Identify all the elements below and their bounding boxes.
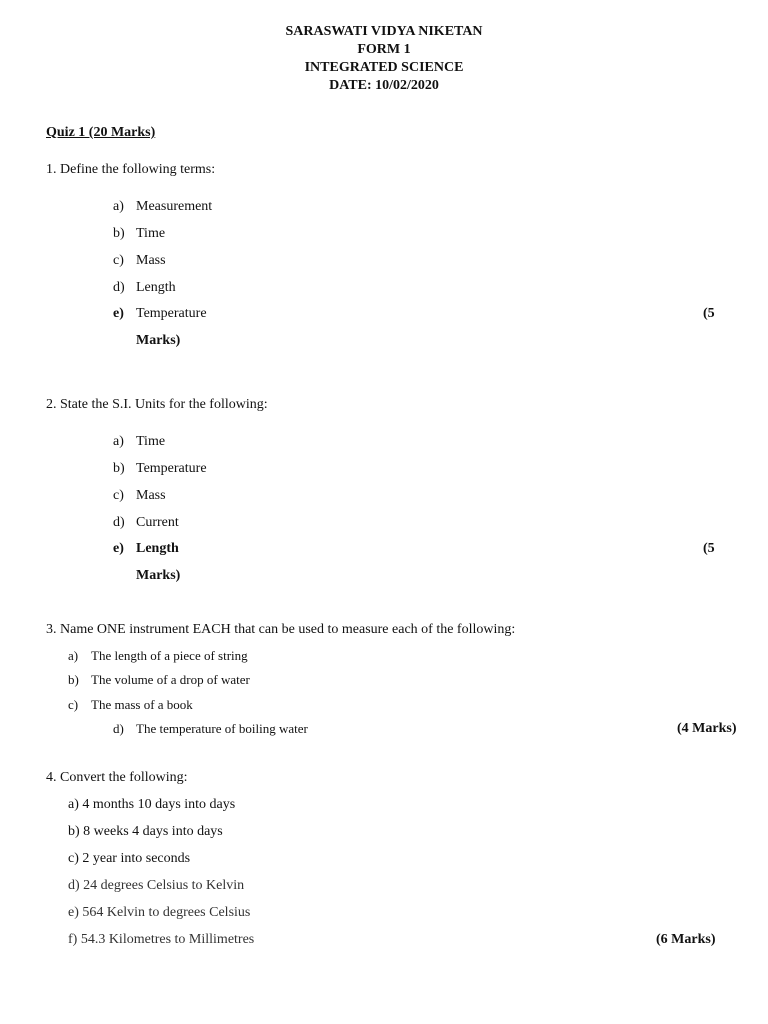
list-item: Mass	[136, 488, 166, 503]
marks-label: (5	[703, 541, 715, 556]
list-item-letter: a)	[113, 199, 124, 214]
list-item-letter: e)	[113, 541, 124, 556]
list-item: d) 24 degrees Celsius to Kelvin	[68, 878, 245, 893]
marks-label: (4 Marks)	[677, 721, 737, 736]
list-item-letter: b)	[113, 226, 125, 241]
form-label: FORM 1	[357, 42, 411, 57]
list-item: The volume of a drop of water	[91, 672, 250, 687]
list-item-letter: d)	[113, 515, 125, 530]
list-item-letter: c)	[113, 253, 124, 268]
list-item-letter: c)	[68, 697, 79, 712]
list-item: Length	[136, 280, 176, 295]
list-item: a) 4 months 10 days into days	[68, 797, 236, 812]
list-item: c) 2 year into seconds	[68, 851, 191, 866]
list-item-letter: b)	[68, 672, 79, 687]
list-item: The length of a piece of string	[91, 648, 248, 663]
question-2-prompt: 2. State the S.I. Units for the following:	[46, 397, 268, 412]
list-item: Time	[136, 434, 166, 449]
list-item: Current	[136, 515, 179, 530]
list-item: f) 54.3 Kilometres to Millimetres	[68, 932, 255, 947]
quiz-title: Quiz 1 (20 Marks)	[46, 125, 156, 140]
list-item-letter: d)	[113, 280, 125, 295]
list-item: The mass of a book	[91, 697, 193, 712]
list-item: b) 8 weeks 4 days into days	[68, 824, 223, 839]
list-item-letter: c)	[113, 488, 124, 503]
question-3-prompt: 3. Name ONE instrument EACH that can be used to measure each of the following:	[46, 622, 516, 637]
marks-label: (5	[703, 306, 715, 321]
list-item: e) 564 Kelvin to degrees Celsius	[68, 905, 251, 920]
list-item: The temperature of boiling water	[136, 721, 308, 736]
list-item-letter: b)	[113, 461, 125, 476]
subject-label: INTEGRATED SCIENCE	[304, 60, 464, 75]
marks-label: Marks)	[136, 568, 181, 583]
list-item-letter: d)	[113, 721, 124, 736]
list-item: Time	[136, 226, 166, 241]
list-item-letter: e)	[113, 306, 124, 321]
question-1-prompt: 1. Define the following terms:	[46, 162, 216, 177]
list-item: Temperature	[136, 461, 207, 476]
question-4-prompt: 4. Convert the following:	[46, 770, 188, 785]
list-item-letter: a)	[68, 648, 79, 663]
marks-label: (6 Marks)	[656, 932, 716, 947]
list-item: Length	[136, 541, 179, 556]
list-item-letter: a)	[113, 434, 124, 449]
date-label: DATE: 10/02/2020	[329, 78, 439, 93]
marks-label: Marks)	[136, 333, 181, 348]
school-name: SARASWATI VIDYA NIKETAN	[285, 24, 483, 39]
list-item: Mass	[136, 253, 166, 268]
list-item: Temperature	[136, 306, 207, 321]
list-item: Measurement	[136, 199, 213, 214]
